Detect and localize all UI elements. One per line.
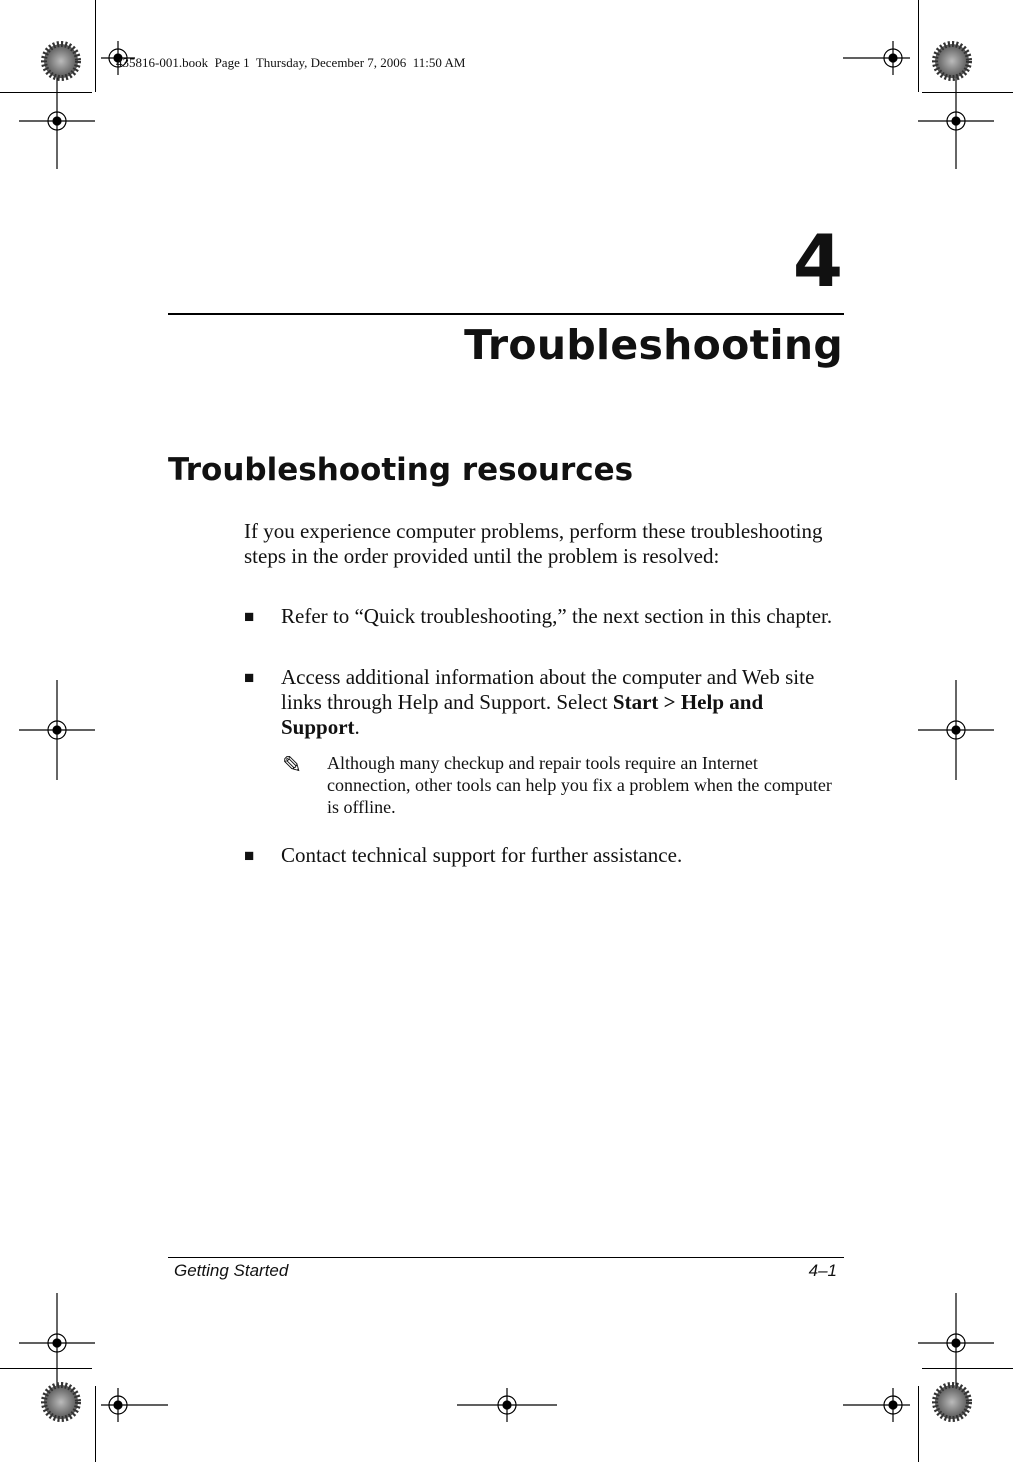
- bullet-icon: ■: [244, 668, 255, 687]
- chapter-rule: [168, 313, 844, 315]
- registration-mark-icon: [19, 1293, 95, 1393]
- registration-mark-icon: [101, 1388, 168, 1422]
- registration-mark-icon: [843, 41, 910, 75]
- list-item-text: Refer to “Quick troubleshooting,” the next section in this chapter.: [281, 604, 833, 628]
- registration-mark-icon: [918, 1293, 994, 1393]
- list-item: [244, 665, 844, 740]
- footer-page-number: 4–1: [808, 1261, 837, 1280]
- pencil-icon: ✎: [282, 751, 303, 779]
- footer-rule: [168, 1257, 844, 1258]
- list-item-text-suffix: .: [354, 715, 360, 739]
- registration-mark-icon: [918, 680, 994, 780]
- section-title: Troubleshooting resources: [168, 452, 634, 488]
- list-item: [244, 843, 844, 868]
- bullet-icon: ■: [244, 607, 255, 626]
- footer-book-title: Getting Started: [174, 1261, 289, 1280]
- print-header: 435816-001.book Page 1 Thursday, December 7, 2006 11:50 AM: [116, 55, 466, 70]
- registration-mark-icon: [19, 73, 95, 169]
- note-text: Although many checkup and repair tools require an Internet connection, other tools can help you fix a problem when the computer is offline.: [327, 753, 832, 817]
- chapter-title: Troubleshooting: [464, 321, 843, 369]
- star-target-icon: [44, 1385, 78, 1419]
- list-item-text-prefix: Access additional information about the computer and Web site links through Help and Support. Select: [281, 665, 815, 714]
- star-target-icon: [935, 44, 969, 78]
- bullet-icon: ■: [244, 846, 255, 865]
- note: [282, 752, 842, 818]
- registration-mark-icon: [918, 73, 994, 169]
- intro-paragraph: If you experience computer problems, perform these troubleshooting steps in the order provided until the problem is resolved:: [244, 519, 823, 568]
- chapter-number: 4: [792, 219, 843, 303]
- list-item-text: [281, 665, 844, 740]
- registration-mark-icon: [19, 680, 95, 780]
- star-target-icon: [44, 44, 78, 78]
- registration-mark-icon: [457, 1388, 557, 1422]
- list-item-text: Contact technical support for further assistance.: [281, 843, 683, 867]
- registration-mark-icon: [843, 1388, 910, 1422]
- star-target-icon: [935, 1385, 969, 1419]
- list-item: [244, 604, 844, 629]
- menu-path: Start > Help and Support: [281, 690, 764, 739]
